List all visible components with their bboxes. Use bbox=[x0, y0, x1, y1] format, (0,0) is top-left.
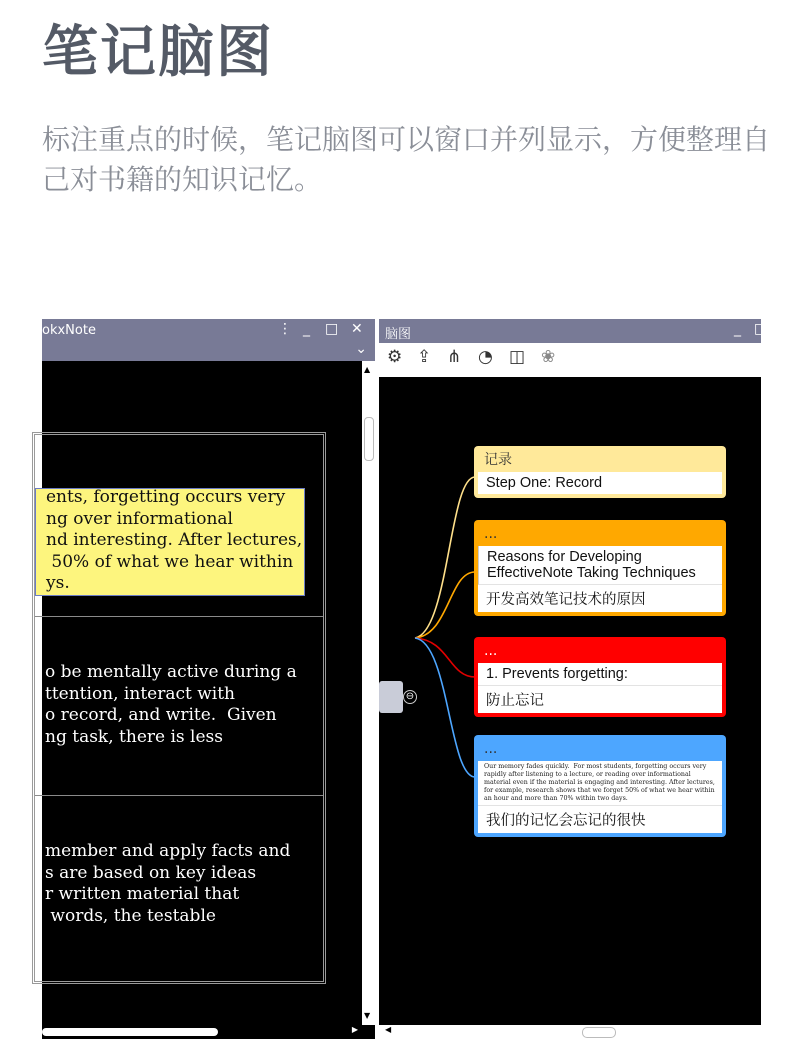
paragraph-text: member and apply facts and s are based on key ideas r written material that words, the testable bbox=[45, 841, 291, 926]
minimize-button[interactable]: _ bbox=[303, 321, 310, 337]
scroll-down-icon[interactable]: ▼ bbox=[364, 1011, 371, 1020]
mindmap-title: 脑图 bbox=[385, 327, 412, 342]
node-body bbox=[478, 472, 722, 494]
paragraph-block bbox=[35, 795, 323, 981]
mindmap-node[interactable] bbox=[474, 735, 726, 837]
maximize-button[interactable]: □ bbox=[325, 321, 339, 337]
mindmap-node[interactable] bbox=[474, 446, 726, 498]
node-header: 记录 bbox=[484, 452, 512, 468]
horizontal-scrollbar[interactable] bbox=[42, 1025, 362, 1039]
node-body bbox=[478, 761, 722, 833]
horizontal-scrollbar[interactable] bbox=[379, 1025, 761, 1039]
note-window-title: okxNote bbox=[42, 323, 96, 338]
split-view-icon[interactable]: ◫ bbox=[509, 347, 526, 367]
connector-reasons bbox=[415, 572, 475, 638]
maximize-button[interactable]: □ bbox=[754, 321, 768, 337]
mindmap-titlebar[interactable] bbox=[379, 319, 768, 343]
highlighted-passage[interactable] bbox=[35, 488, 305, 596]
node-text: Reasons for Developing EffectiveNote Taking Techniques bbox=[478, 546, 722, 585]
mindmap-toolbar bbox=[379, 343, 761, 377]
scroll-up-icon[interactable]: ▲ bbox=[364, 365, 371, 374]
connector-prevents bbox=[415, 638, 475, 677]
scroll-thumb[interactable] bbox=[364, 417, 374, 461]
minimize-button[interactable]: _ bbox=[734, 321, 741, 337]
mindmap-node[interactable] bbox=[474, 520, 726, 616]
collapse-icon[interactable]: ⊖ bbox=[403, 690, 417, 704]
scroll-right-icon[interactable]: ▶ bbox=[351, 1025, 358, 1034]
highlight-text: ents, forgetting occurs very ng over informational nd interesting. After lectures, 50% of what we hear within ys. bbox=[46, 487, 303, 593]
more-menu-icon[interactable]: ⋮ bbox=[278, 321, 292, 337]
note-subbar bbox=[42, 343, 375, 361]
export-icon[interactable]: ⇪ bbox=[417, 347, 432, 367]
connector-record bbox=[415, 477, 475, 638]
scroll-thumb[interactable] bbox=[582, 1027, 616, 1038]
node-header: ... bbox=[484, 741, 498, 757]
mindmap-window bbox=[379, 319, 768, 1039]
paragraph-block bbox=[35, 616, 323, 795]
scroll-thumb[interactable] bbox=[42, 1028, 218, 1036]
vertical-scrollbar[interactable] bbox=[362, 361, 375, 1025]
node-text: 1. Prevents forgetting: bbox=[478, 663, 722, 686]
page-title: 笔记脑图 bbox=[42, 20, 274, 85]
theme-icon[interactable]: ❀ bbox=[541, 347, 556, 367]
root-node[interactable] bbox=[379, 681, 403, 713]
node-body bbox=[478, 546, 722, 612]
node-text: 开发高效笔记技术的原因 bbox=[486, 592, 646, 608]
paragraph-text: o be mentally active during a ttention, interact with o record, and write. Given ng task, there is less bbox=[45, 662, 297, 747]
node-text: 防止忘记 bbox=[486, 693, 544, 709]
node-text: Step One: Record bbox=[486, 475, 603, 491]
page-description: 标注重点的时候，笔记脑图可以窗口并列显示，方便整理自己对书籍的知识记忆。 bbox=[42, 123, 771, 196]
node-header: ... bbox=[484, 643, 498, 659]
branch-icon[interactable]: ⋔ bbox=[447, 347, 462, 367]
note-window-titlebar[interactable] bbox=[42, 319, 375, 343]
timer-icon[interactable]: ◔ bbox=[478, 347, 493, 367]
chevron-down-icon[interactable]: ⌄ bbox=[355, 341, 367, 357]
node-body bbox=[478, 663, 722, 713]
node-header: ... bbox=[484, 526, 498, 542]
node-text: 我们的记忆会忘记的很快 bbox=[486, 813, 646, 829]
node-text: Our memory fades quickly. For most students, forgetting occurs very rapidly after listening to a lecture, or reading over informational material even if the material is engaging and interesting. After lectures, for example, research shows that we forget 50% of what we hear within an hour and more than 70% within two days. bbox=[478, 761, 722, 806]
mindmap-node[interactable] bbox=[474, 637, 726, 717]
scroll-left-icon[interactable]: ◀ bbox=[385, 1025, 392, 1034]
close-button[interactable]: ✕ bbox=[351, 321, 363, 337]
gear-icon[interactable]: ⚙ bbox=[387, 347, 403, 367]
connector-memory bbox=[415, 638, 475, 777]
note-window bbox=[42, 319, 375, 1039]
document-page bbox=[32, 432, 326, 984]
mindmap-canvas[interactable] bbox=[379, 377, 761, 1025]
